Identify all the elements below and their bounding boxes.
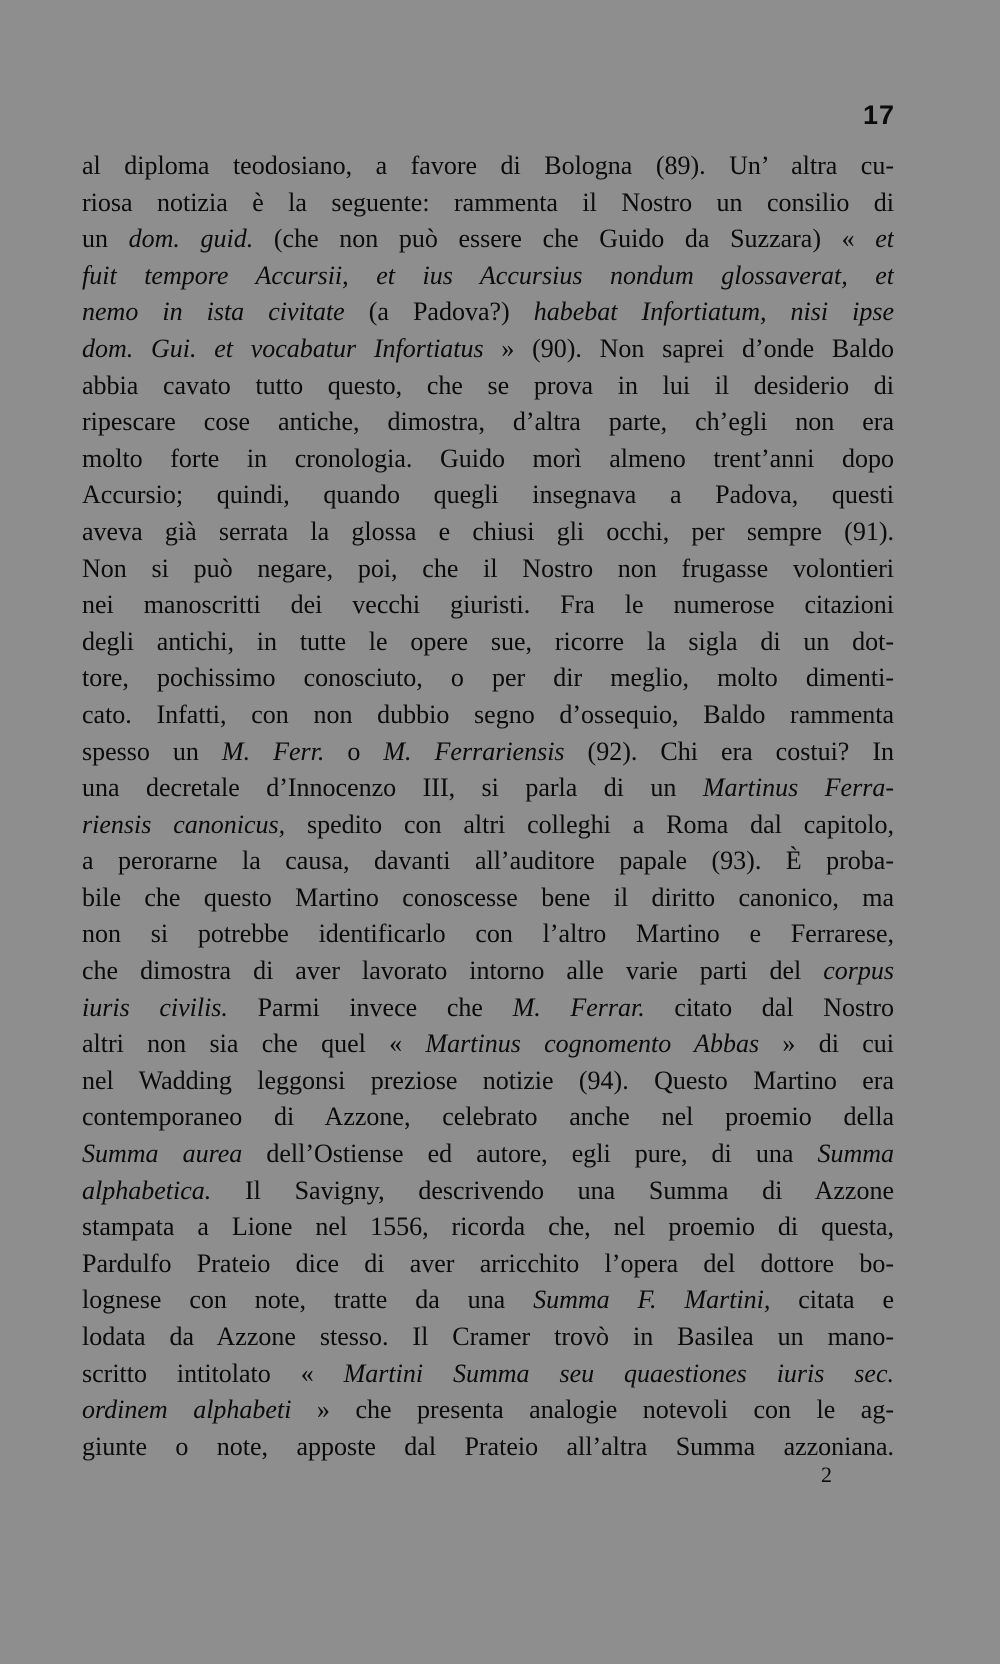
italic-text: ordinem alphabeti: [82, 1395, 292, 1425]
text-span: bile che questo Martino conoscesse bene il diritto canonico, ma: [82, 882, 894, 912]
text-span: » che presenta analogie notevoli con le ag-: [291, 1395, 894, 1425]
text-line: [82, 587, 894, 624]
italic-text: Summa F. Martini,: [533, 1285, 771, 1315]
text-span: Pardulfo Prateio dice di aver arricchito l’opera del dottore bo-: [82, 1248, 894, 1278]
text-body: [82, 148, 894, 1465]
text-span: a perorarne la causa, davanti all’auditore papale (93). È proba-: [82, 846, 894, 876]
text-span: che dimostra di aver lavorato intorno alle varie parti del: [82, 956, 824, 986]
text-line: [82, 1392, 894, 1429]
text-span: dell’Ostiense ed autore, egli pure, di una: [242, 1139, 818, 1169]
text-line: [82, 551, 894, 588]
text-span: nei manoscritti dei vecchi giuristi. Fra le numerose citazioni: [82, 590, 894, 620]
text-span: una decretale d’Innocenzo III, si parla di un: [82, 773, 703, 803]
text-line: [82, 1282, 894, 1319]
text-line: [82, 916, 894, 953]
text-line: [82, 1063, 894, 1100]
text-span: altri non sia che quel «: [82, 1029, 426, 1059]
text-span: » di cui: [759, 1029, 894, 1059]
text-line: [82, 843, 894, 880]
text-line: [82, 514, 894, 551]
text-line: [82, 404, 894, 441]
text-span: abbia cavato tutto questo, che se prova in lui il desiderio di: [82, 370, 894, 400]
text-span: spesso un: [82, 736, 222, 766]
text-line: [82, 660, 894, 697]
text-line: [82, 953, 894, 990]
italic-text: dom. Gui. et vocabatur Infortiatus: [82, 333, 484, 363]
text-line: [82, 990, 894, 1027]
text-span: lognese con note, tratte da una: [82, 1285, 534, 1315]
text-span: o: [324, 736, 384, 766]
italic-text: nemo in ista civitate: [82, 297, 345, 327]
text-line: [82, 1246, 894, 1283]
text-line: [82, 258, 894, 295]
text-line: [82, 697, 894, 734]
italic-text: fuit tempore Accursii, et ius Accursius nondum glossaverat, et: [82, 260, 894, 290]
text-span: (a Padova?): [344, 297, 534, 327]
text-line: [82, 1173, 894, 1210]
text-line: [82, 1319, 894, 1356]
italic-text: riensis canonicus,: [82, 809, 286, 839]
italic-text: Martinus cognomento Abbas: [425, 1029, 760, 1059]
text-span: riosa notizia è la seguente: rammenta il Nostro un consilio di: [82, 187, 894, 217]
text-span: ripescare cose antiche, dimostra, d’altra parte, ch’egli non era: [82, 407, 894, 437]
text-line: [82, 770, 894, 807]
text-span: contemporaneo di Azzone, celebrato anche nel proemio della: [82, 1102, 894, 1132]
italic-text: M. Ferrar.: [512, 992, 645, 1022]
italic-text: et: [875, 224, 894, 254]
italic-text: Martini Summa seu quaestiones iuris sec.: [343, 1358, 894, 1388]
text-span: un: [82, 224, 129, 254]
text-line: [82, 807, 894, 844]
text-span: lodata da Azzone stesso. Il Cramer trovò in Basilea un mano-: [82, 1322, 894, 1351]
italic-text: alphabetica.: [82, 1175, 212, 1205]
text-line: [82, 1209, 894, 1246]
text-span: al diploma teodosiano, a favore di Bologna (89). Un’ altra cu-: [82, 151, 894, 180]
text-span: giunte o note, apposte dal Prateio all’altra Summa azzoniana.: [82, 1431, 894, 1461]
italic-text: Summa: [817, 1139, 894, 1169]
text-span: » (90). Non saprei d’onde Baldo: [483, 333, 894, 363]
text-line: [82, 1026, 894, 1063]
italic-text: M. Ferr.: [221, 736, 325, 766]
text-span: Parmi invece che: [227, 992, 513, 1022]
text-span: Accursio; quindi, quando quegli insegnava a Padova, questi: [82, 480, 894, 510]
text-line: [82, 477, 894, 514]
italic-text: iuris civilis.: [82, 992, 228, 1022]
text-span: molto forte in cronologia. Guido morì almeno trent’anni dopo: [82, 443, 894, 473]
text-span: (che non può essere che Guido da Suzzara) «: [253, 224, 876, 254]
text-span: stampata a Lione nel 1556, ricorda che, nel proemio di questa,: [82, 1212, 894, 1242]
text-span: non si potrebbe identificarlo con l’altro Martino e Ferrarese,: [82, 919, 894, 949]
page-number: 17: [862, 100, 895, 130]
text-line: [82, 148, 894, 185]
italic-text: corpus: [823, 956, 894, 986]
text-span: aveva già serrata la glossa e chiusi gli occhi, per sempre (91).: [82, 516, 894, 546]
italic-text: M. Ferrariensis: [383, 736, 565, 766]
text-line: [82, 1356, 894, 1393]
text-line: [82, 294, 894, 331]
text-line: [82, 441, 894, 478]
italic-text: Martinus Ferra-: [702, 773, 894, 803]
text-line: [82, 185, 894, 222]
text-span: degli antichi, in tutte le opere sue, ricorre la sigla di un dot-: [82, 626, 894, 656]
text-line: [82, 734, 894, 771]
text-span: (92). Chi era costui? In: [564, 736, 894, 766]
text-line: [82, 221, 894, 258]
signature-mark: 2: [821, 1462, 832, 1487]
text-line: [82, 1099, 894, 1136]
text-line: [82, 368, 894, 405]
text-span: citata e: [770, 1285, 894, 1315]
text-line: [82, 624, 894, 661]
text-span: Il Savigny, descrivendo una Summa di Azzone: [211, 1175, 894, 1205]
italic-text: dom. guid.: [128, 224, 254, 254]
text-line: [82, 331, 894, 368]
italic-text: Summa aurea: [82, 1139, 243, 1169]
text-span: spedito con altri colleghi a Roma dal capitolo,: [285, 809, 894, 839]
text-line: [82, 1136, 894, 1173]
text-span: cato. Infatti, con non dubbio segno d’ossequio, Baldo rammenta: [82, 699, 894, 729]
text-span: nel Wadding leggonsi preziose notizie (94). Questo Martino era: [82, 1065, 894, 1095]
text-span: scritto intitolato «: [82, 1358, 344, 1388]
text-span: citato dal Nostro: [644, 992, 894, 1022]
text-span: Non si può negare, poi, che il Nostro non frugasse volontieri: [82, 553, 894, 583]
text-line: [82, 880, 894, 917]
text-line: [82, 1429, 894, 1466]
text-span: tore, pochissimo conosciuto, o per dir meglio, molto dimenti-: [82, 663, 894, 693]
italic-text: habebat Infortiatum, nisi ipse: [533, 297, 894, 327]
